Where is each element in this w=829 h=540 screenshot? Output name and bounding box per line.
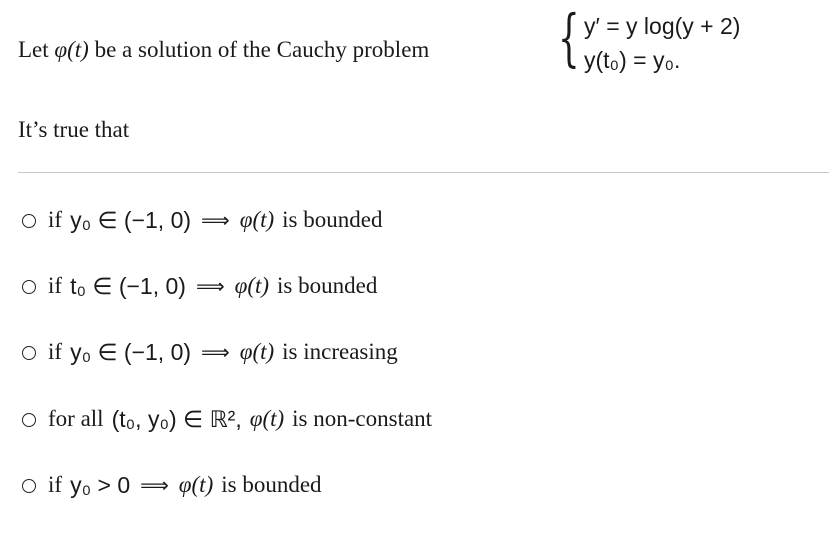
option-phi: φ(t) (249, 406, 285, 431)
option-4[interactable] (22, 401, 432, 437)
implies-arrow: ⟹ (201, 208, 230, 232)
option-3[interactable] (22, 334, 398, 370)
cauchy-system (584, 9, 740, 77)
implies-arrow: ⟹ (195, 274, 225, 298)
implies-arrow: ⟹ (201, 340, 230, 364)
option-5[interactable] (22, 467, 322, 503)
option-condition: y₀ ∈ (−1, 0) (70, 206, 192, 233)
question-statement (18, 3, 818, 103)
option-phi: φ(t) (178, 472, 214, 497)
divider (18, 172, 829, 173)
option-lead: if (48, 273, 63, 298)
option-condition: t₀ ∈ (−1, 0) (70, 272, 186, 299)
radio-button[interactable] (22, 413, 36, 427)
option-conclusion: is bounded (277, 273, 378, 298)
option-phi: φ(t) (239, 339, 275, 364)
option-phi: φ(t) (234, 273, 270, 298)
option-conclusion: is bounded (221, 472, 322, 497)
question-text (18, 37, 429, 63)
option-1[interactable] (22, 202, 382, 238)
radio-button[interactable] (22, 214, 36, 228)
equation-initial-condition: y(t₀) = y₀. (584, 47, 681, 73)
question-middle: be a solution of the Cauchy problem (94, 37, 430, 62)
option-condition: (t₀, y₀) ∈ ℝ², (111, 405, 242, 432)
option-conclusion: is bounded (282, 207, 383, 232)
option-2[interactable] (22, 268, 377, 304)
option-condition: y₀ ∈ (−1, 0) (70, 338, 192, 365)
system-brace: { (558, 1, 580, 74)
radio-button[interactable] (22, 479, 36, 493)
radio-button[interactable] (22, 280, 36, 294)
option-lead: if (48, 472, 63, 497)
option-conclusion: is increasing (282, 339, 398, 364)
radio-button[interactable] (22, 346, 36, 360)
option-lead: for all (48, 406, 104, 431)
option-conclusion: is non-constant (292, 406, 433, 431)
implies-arrow: ⟹ (140, 473, 169, 497)
option-phi: φ(t) (239, 207, 275, 232)
question-prefix: Let (18, 37, 49, 62)
equation-ode: y′ = y log(y + 2) (584, 13, 741, 39)
option-lead: if (48, 339, 63, 364)
question-phi: φ(t) (54, 37, 89, 62)
option-condition: y₀ > 0 (70, 471, 131, 498)
option-lead: if (48, 207, 63, 232)
prompt-text: It’s true that (18, 117, 130, 142)
